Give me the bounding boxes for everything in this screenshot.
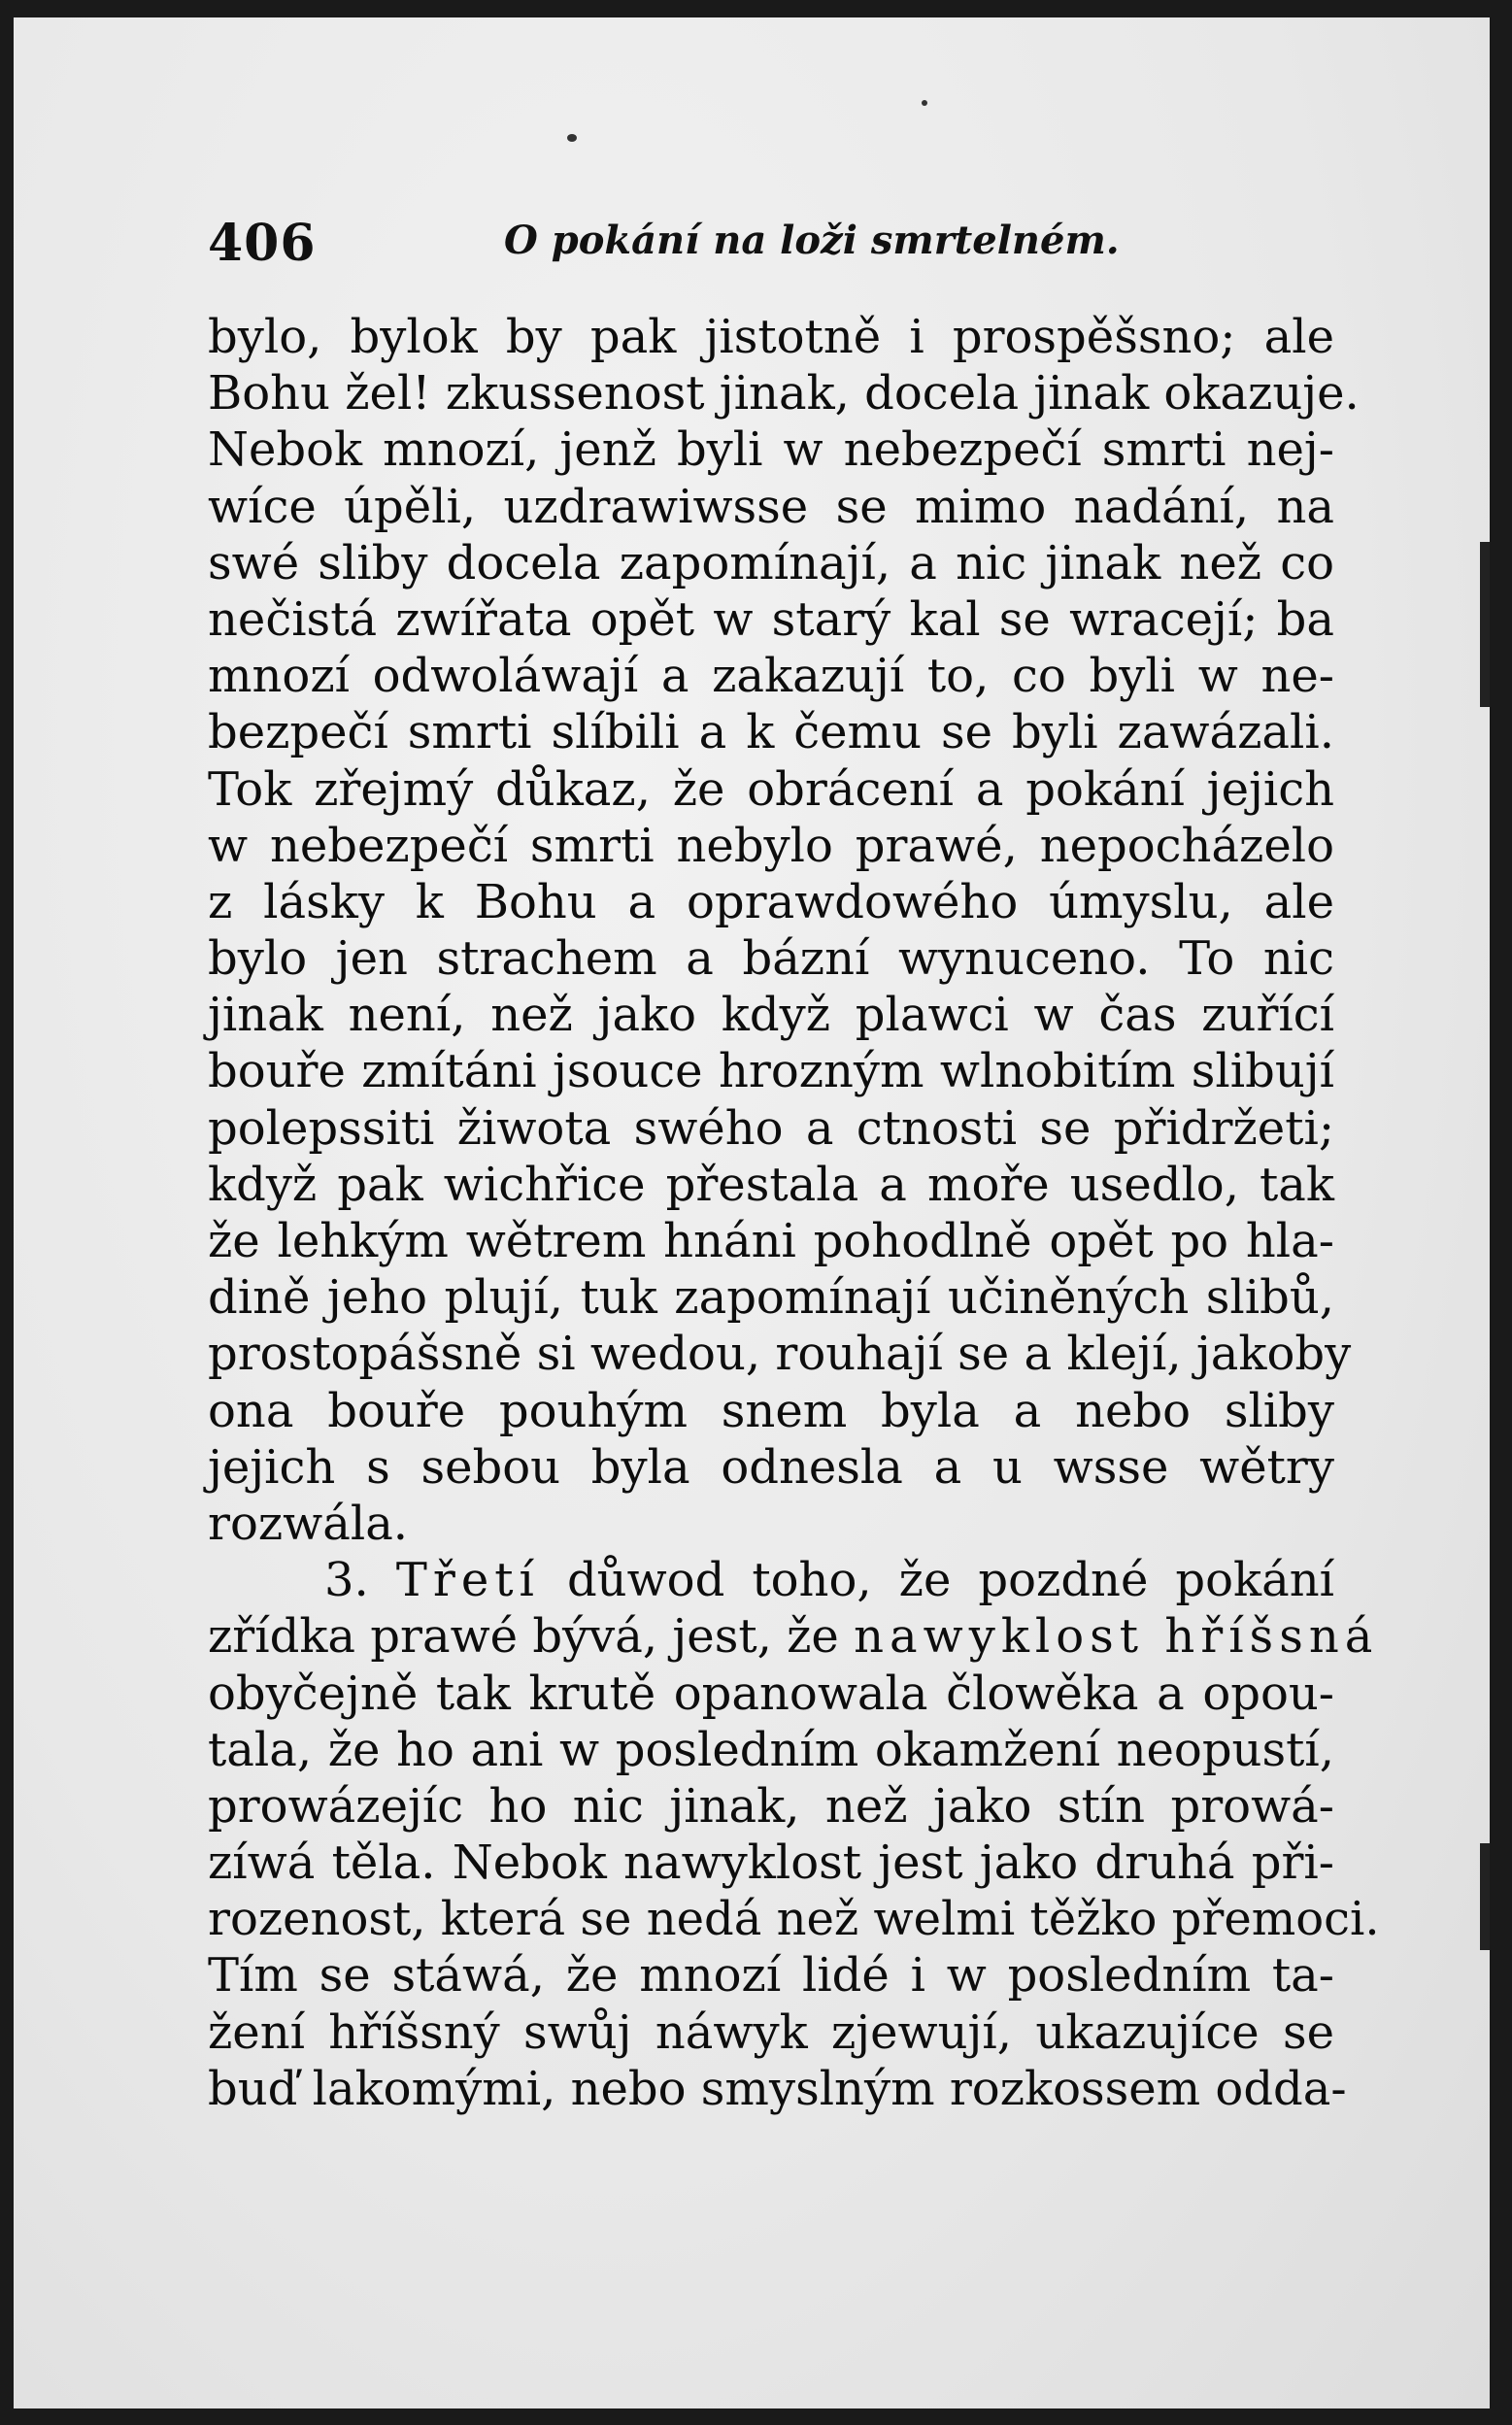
text-line: bouře zmítáni jsouce hrozným wlnobitím slibují [208,1044,1334,1099]
paragraph-1 [208,309,1360,1552]
text-line: jejich s sebou byla odnesla a u wsse wětry [208,1439,1334,1495]
text-line: polepssiti žiwota swého a ctnosti se přidržeti; [208,1100,1334,1156]
text-line: rozwála. [208,1496,409,1551]
text-line: bylo jen strachem a bázní wynuceno. To nic [208,931,1334,987]
page-number: 406 [208,214,317,273]
text-line: jinak není, než jako když plawci w čas zuřící [208,988,1334,1043]
emphasis-spaced: Třetí [395,1553,540,1608]
text-line: bezpečí smrti slíbili a k čemu se byli zawázali. [208,705,1334,760]
text-line: Tím se stáwá, že mnozí lidé i w posledním ta- [208,1948,1334,2004]
text-line: wíce úpěli, uzdrawiwsse se mimo nadání, na [208,479,1334,534]
page-body [208,309,1380,2117]
page-edge-mark [1480,542,1490,707]
text-line: když pak wichřice přestala a moře usedlo, tak [208,1157,1334,1212]
text-line: prowázejíc ho nic jinak, než jako stín prowá- [208,1778,1334,1834]
ink-speck [567,134,577,142]
page-header [208,204,1334,282]
text-line: dině jeho plují, tuk zapomínají učiněných slibů, [208,1270,1334,1326]
text-fragment: důwod toho, že pozdné pokání [566,1553,1335,1608]
text-line: swé sliby docela zapomínají, a nic jinak než co [208,535,1334,590]
text-line: nečistá zwířata opět w starý kal se wracejí; ba [208,591,1334,647]
text-line: žení hříšsný swůj náwyk zjewují, ukazujíce se [208,2004,1334,2060]
text-line: Nebok mnozí, jenž byli w nebezpečí smrti nej- [208,422,1334,478]
text-fragment: zřídka prawé bývá, jest, že [208,1609,839,1665]
page-edge-mark [1480,1843,1490,1950]
text-line: buď lakomými, nebo smyslným rozkossem odda- [208,2061,1347,2116]
paragraph-2-first-line [208,1552,1334,1608]
text-line: bylo, bylok by pak jistotně i prospěšsno; ale [208,310,1334,364]
text-line: obyčejně tak krutě opanowala člowěka a opou- [208,1666,1334,1721]
text-line: ona bouře pouhým snem byla a nebo sliby [208,1383,1334,1438]
text-line: w nebezpečí smrti nebylo prawé, nepocházelo [208,818,1334,873]
paragraph-2-second-line [208,1608,1379,1665]
emphasis-spaced: nawyklost hříšsná [854,1609,1379,1665]
text-line: rozenost, která se nedá než welmi těžko přemoci. [208,1892,1380,1947]
text-line: že lehkým wětrem hnáni pohodlně opět po hla- [208,1214,1334,1268]
paragraph-2 [208,1552,1380,2117]
paragraph-number: 3. [324,1553,369,1608]
text-line: Bohu žel! zkussenost jinak, docela jinak okazuje. [208,366,1360,421]
text-line: Tok zřejmý důkaz, že obrácení a pokání jejich [208,761,1334,817]
book-page [14,17,1490,2408]
running-title: O pokání na loži smrtelném. [504,218,1120,263]
text-line: mnozí odwoláwají a zakazují to, co byli w ne- [208,649,1334,704]
text-line: tala, že ho ani w posledním okamžení neopustí, [208,1722,1334,1777]
ink-speck [922,100,927,106]
text-line: prostopášsně si wedou, rouhají se a klejí, jakoby [208,1327,1352,1382]
text-line: zíwá těla. Nebok nawyklost jest jako druhá při- [208,1836,1334,1891]
text-line: z lásky k Bohu a oprawdowého úmyslu, ale [208,874,1334,929]
